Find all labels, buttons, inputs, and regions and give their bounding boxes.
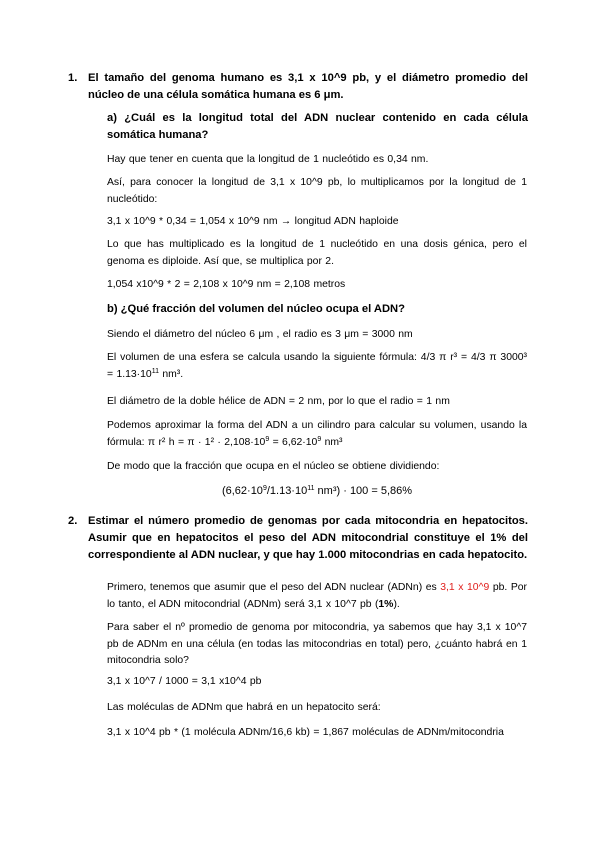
question-1b-heading: b) ¿Qué fracción del volumen del núcleo ocupa el ADN?: [107, 303, 405, 315]
question-1-heading: [68, 70, 528, 104]
q1b-paragraph-4: Podemos aproximar la forma del ADN a un cilindro para calcular su volumen, usando la fórmula: π r² $h = \pi \cdot 1^2 \cdot 2,108\cdot 10^9 = 6,62\cdot 10^9$ nm³: [107, 420, 527, 448]
question-2-heading: [68, 513, 528, 564]
q2-paragraph-2: Para saber el nº promedio de genoma por mitocondria, ya sabemos que hay 3,1 x 10^7 pb de ADNm en una célula (en todas las mitocondrias en total) pero, ¿cuánto habrá en 1 mitocondria solo?: [107, 622, 527, 666]
q1a-paragraph-3: 3,1 x 10^9 * 0,34 = 1,054 x 10^9 nm → longitud ADN haploide: [107, 216, 399, 227]
q1a-paragraph-4: Lo que has multiplicado es la longitud de 1 nucleótido en una dosis génica, pero el genoma es diploide. Así que, se multiplica por 2.: [107, 239, 527, 267]
q1b-paragraph-1: Siendo el diámetro del núcleo 6 μm , el radio es 3 μm = 3000 nm: [107, 329, 413, 340]
question-2-text: Estimar el número promedio de genomas por cada mitocondria en hepatocitos. Asumir que en hepatocitos el peso del ADN mitocondrial constituye el 1% del correspondiente al ADN nuclear, y que hay 1.000 mitocondrias en cada hepatocito.: [88, 515, 528, 561]
q1b-paragraph-3: El diámetro de la doble hélice de ADN = 2 nm, por lo que el radio = 1 nm: [107, 396, 450, 407]
q1a-paragraph-5: 1,054 x10^9 * 2 = 2,108 x 10^9 nm = 2,108 metros: [107, 279, 346, 290]
q2-paragraph-3: 3,1 x 10^7 / 1000 = 3,1 x10^4 pb: [107, 676, 262, 687]
highlighted-value: 3,1 x 10^9: [440, 582, 490, 593]
q1b-paragraph-2: El volumen de una esfera se calcula usando la siguiente fórmula: 4/3 π r³ = 4/3 π $3000^3 = 1.13\cdot 10^{11}$ nm³.: [107, 352, 527, 380]
q1b-fraction-formula: ($6,62\cdot 10^9/1.13\cdot 10^{11}$ nm³) · 100 = 5,86%: [221, 485, 413, 497]
q1a-paragraph-2: Así, para conocer la longitud de 3,1 x 10^9 pb, lo multiplicamos por la longitud de 1 nucleótido:: [107, 177, 527, 205]
q1a-paragraph-1: Hay que tener en cuenta que la longitud de 1 nucleótido es 0,34 nm.: [107, 154, 429, 165]
q1b-paragraph-5: De modo que la fracción que ocupa en el núcleo se obtiene dividiendo:: [107, 461, 440, 472]
question-1a-heading: a) ¿Cuál es la longitud total del ADN nuclear contenido en cada célula somática humana?: [107, 112, 528, 141]
question-1-text: El tamaño del genoma humano es 3,1 x 10^9 pb, y el diámetro promedio del núcleo de una célula somática humana es 6 μm.: [88, 72, 528, 101]
question-1-number: 1.: [68, 72, 78, 84]
q2-paragraph-4: Las moléculas de ADNm que habrá en un hepatocito será:: [107, 702, 381, 713]
q2-paragraph-1: Primero, tenemos que asumir que el peso del ADN nuclear (ADNn) es 3,1 x 10^9 pb. Por lo tanto, el ADN mitocondrial (ADNm) será 3,1 x 10^7 pb (1%).: [107, 582, 527, 610]
q2-paragraph-5: 3,1 x 10^4 pb * (1 molécula ADNm/16,6 kb) = 1,867 moléculas de ADNm/mitocondria: [107, 727, 504, 738]
question-2-number: 2.: [68, 515, 78, 527]
